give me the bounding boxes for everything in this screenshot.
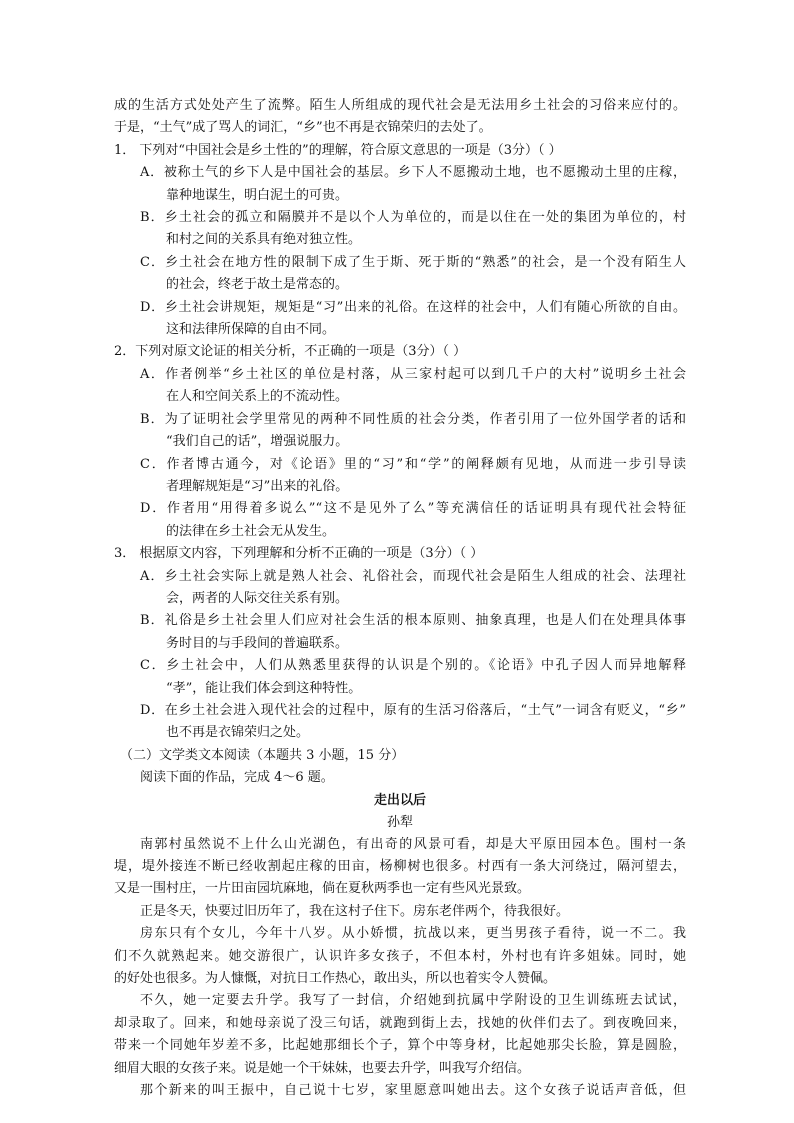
story-line: 那个新来的叫王振中，自己说十七岁，家里愿意叫她出去。这个女孩子说话声音低，但 [140, 1083, 686, 1099]
story-line: 细眉大眼的女孩子来。说是她一个干妹妹，也要去升学，叫我写介绍信。 [114, 1060, 531, 1076]
option-line: B．乡土社会的孤立和隔膜并不是以个人为单位的，而是以住在一处的集团为单位的，村 [140, 210, 686, 226]
story-line: 房东只有个女儿，今年十八岁。从小娇惯，抗战以来，更当男孩子看待，说一不二。我 [140, 926, 686, 942]
option-line: D．在乡土社会进入现代社会的过程中，原有的生活习俗落后，“土气”一词含有贬义，“乡” [140, 702, 686, 718]
story-line: 堤，堤外接连不断已经收割起庄稼的田亩，杨柳树也很多。村西有一条大河绕过，隔河望去， [114, 859, 686, 874]
intro-line: 成的生活方式处处产生了流弊。陌生人所组成的现代社会是无法用乡土社会的习俗来应付的。 [114, 98, 686, 113]
option-line: A．被称土气的乡下人是中国社会的基层。乡下人不愿搬动土地，也不愿搬动土里的庄稼， [140, 165, 686, 181]
option-line: D．作者用“用得着多说么”“这不是见外了么”等充满信任的话证明具有现代社会特征 [140, 501, 686, 517]
story-author: 孙犁 [386, 814, 413, 830]
story-line: 的好处也很多。为人慷慨，对抗日工作热心，敢出头，所以也着实令人赞佩。 [114, 971, 557, 987]
option-line: 务时目的与手段间的普遍联系。 [166, 635, 349, 651]
story-line: 不久，她一定要去升学。我写了一封信，介绍她到抗属中学附设的卫生训练班去试试， [140, 993, 686, 1009]
story-line: 却录取了。回来，和她母亲说了没三句话，就跑到街上去，找她的伙伴们去了。到夜晚回来， [114, 1015, 686, 1031]
question-stem: 1． 下列对“中国社会是乡土性的”的理解，符合原文意思的一项是（3分）（ ） [114, 142, 562, 158]
option-line: B．礼俗是乡土社会里人们应对社会生活的根本原则、抽象真理，也是人们在处理具体事 [140, 613, 686, 629]
story-line: 南郭村虽然说不上什么山光湖色，有出奇的风景可看，却是大平原田园本色。围村一条 [140, 836, 686, 852]
option-line: 者理解规矩是“习”出来的礼俗。 [166, 478, 349, 494]
story-title: 走出以后 [373, 792, 426, 808]
option-line: 靠种地谋生，明白泥土的可贵。 [166, 187, 349, 203]
intro-line: 于是，“土气”成了骂人的词汇，“乡”也不再是衣锦荣归的去处了。 [114, 120, 492, 136]
story-line: 们不久就熟起来。她交游很广，认识许多女孩子，不但本村，外村也有许多姐妹。同时，她 [114, 948, 686, 964]
option-line: 的法律在乡土社会无从发生。 [166, 523, 336, 539]
option-line: “孝”，能让我们体会到这种特性。 [166, 680, 362, 696]
story-text [114, 834, 686, 1103]
story-line: 带来一个同她年岁差不多，比起她那细长个子，算个中等身材，比起她那尖长脸，算是圆脸， [114, 1038, 686, 1054]
story-line: 又是一围村庄，一片田亩园坑麻地，倘在夏秋两季也一定有些风光景致。 [114, 881, 531, 897]
option-line: C．乡土社会中，人们从熟悉里获得的认识是个别的。《论语》中孔子因人而异地解释 [140, 658, 686, 674]
section-heading: （二）文学类文本阅读（本题共 3 小题，15 分） [120, 747, 405, 763]
story-line: 正是冬天，快要过旧历年了，我在这村子住下。房东老伴两个，待我很好。 [140, 903, 570, 919]
option-line: A．作者例举“乡土社区的单位是村落，从三家村起可以到几千户的大村”说明乡土社会 [140, 366, 686, 382]
option-line: 和村之间的关系具有绝对独立性。 [166, 232, 362, 248]
question-stem: 3． 根据原文内容，下列理解和分析不正确的一项是（3分）（ ） [114, 546, 484, 562]
option-line: C．作者博古通今，对《论语》里的“习”和“学”的阐释颇有见地，从而进一步引导读 [140, 456, 686, 472]
option-line: 也不再是衣锦荣归之处。 [166, 725, 310, 741]
document-body [114, 95, 686, 1102]
option-line: 在人和空间关系上的不流动性。 [166, 389, 349, 405]
question-stem: 2．下列对原文论证的相关分析，不正确的一项是（3分）（ ） [114, 344, 467, 360]
option-line: C．乡土社会在地方性的限制下成了生于斯、死于斯的“熟悉”的社会，是一个没有陌生人 [140, 254, 686, 270]
option-line: B．为了证明社会学里常见的两种不同性质的社会分类，作者引用了一位外国学者的话和 [140, 411, 686, 427]
option-line: D．乡土社会讲规矩，规矩是“习”出来的礼俗。在这样的社会中，人们有随心所欲的自由。 [140, 299, 686, 315]
option-line: “我们自己的话”，增强说服力。 [166, 434, 349, 450]
option-line: 的社会，终老于故土是常态的。 [166, 277, 349, 293]
option-line: A．乡土社会实际上就是熟人社会、礼俗社会，而现代社会是陌生人组成的社会、法理社 [140, 568, 686, 584]
option-line: 这和法律所保障的自由不同。 [166, 322, 336, 338]
option-line: 会，两者的人际交往关系有别。 [166, 590, 349, 606]
section-instruction: 阅读下面的作品，完成 4～6 题。 [140, 770, 334, 786]
